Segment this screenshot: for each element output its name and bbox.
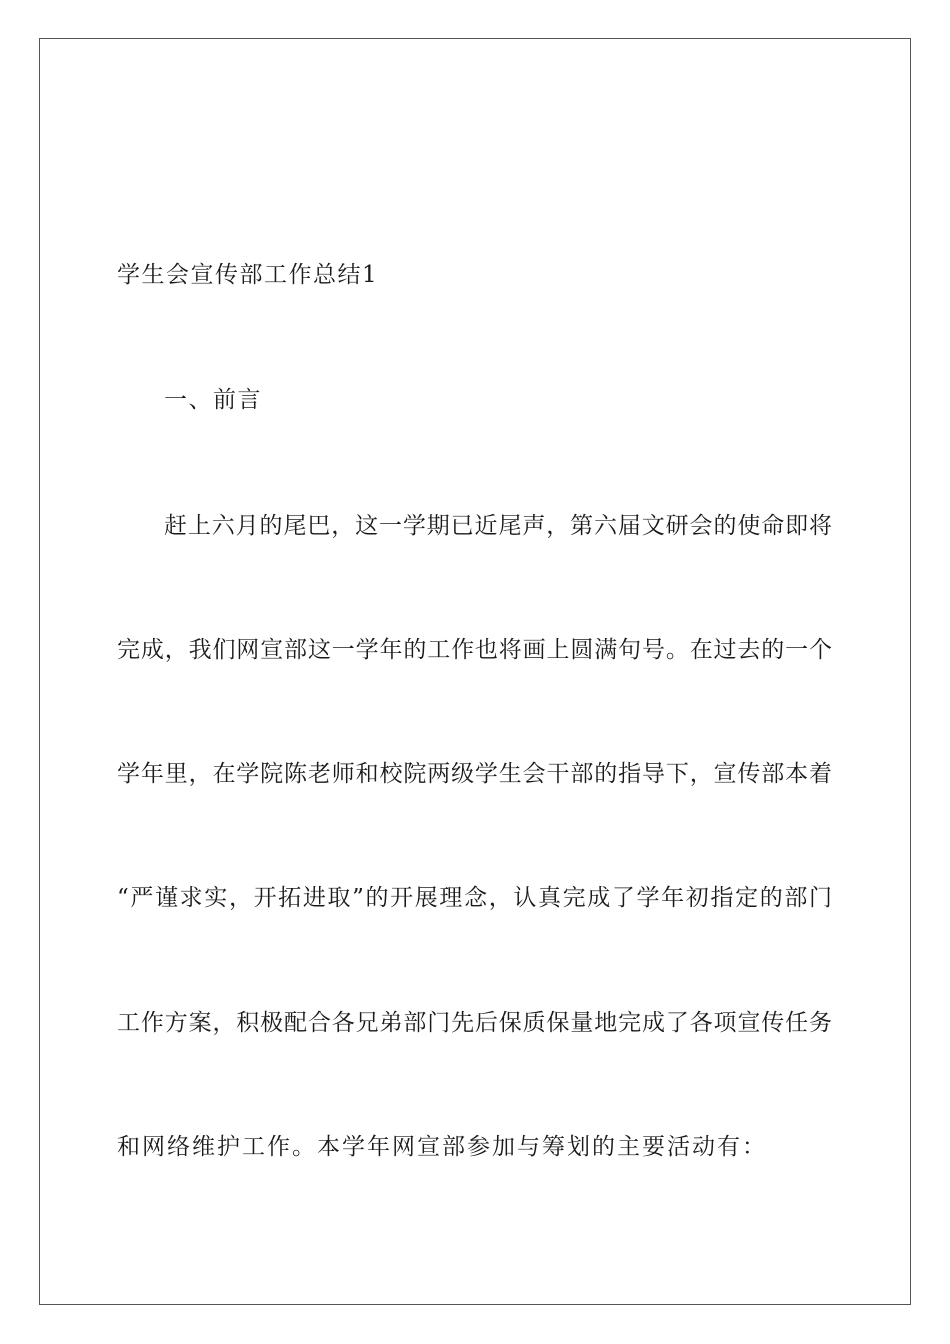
paragraph-line-3: 学年里，在学院陈老师和校院两级学生会干部的指导下，宣传部本着 [117, 761, 832, 787]
paragraph-line-6: 和网络维护工作。本学年网宣部参加与筹划的主要活动有： [117, 1134, 767, 1160]
paragraph-line-5: 工作方案，积极配合各兄弟部门先后保质保量地完成了各项宣传任务 [117, 1010, 832, 1036]
paragraph-line-4: “严谨求实，开拓进取”的开展理念，认真完成了学年初指定的部门 [117, 885, 832, 911]
paragraph-line-2: 完成，我们网宣部这一学年的工作也将画上圆满句号。在过去的一个 [117, 637, 832, 663]
document-title: 学生会宣传部工作总结1 [117, 262, 379, 288]
page-border [39, 38, 911, 1305]
section-heading: 一、前言 [164, 387, 262, 413]
paragraph-line-1: 赶上六月的尾巴，这一学期已近尾声，第六届文研会的使命即将 [164, 513, 832, 539]
